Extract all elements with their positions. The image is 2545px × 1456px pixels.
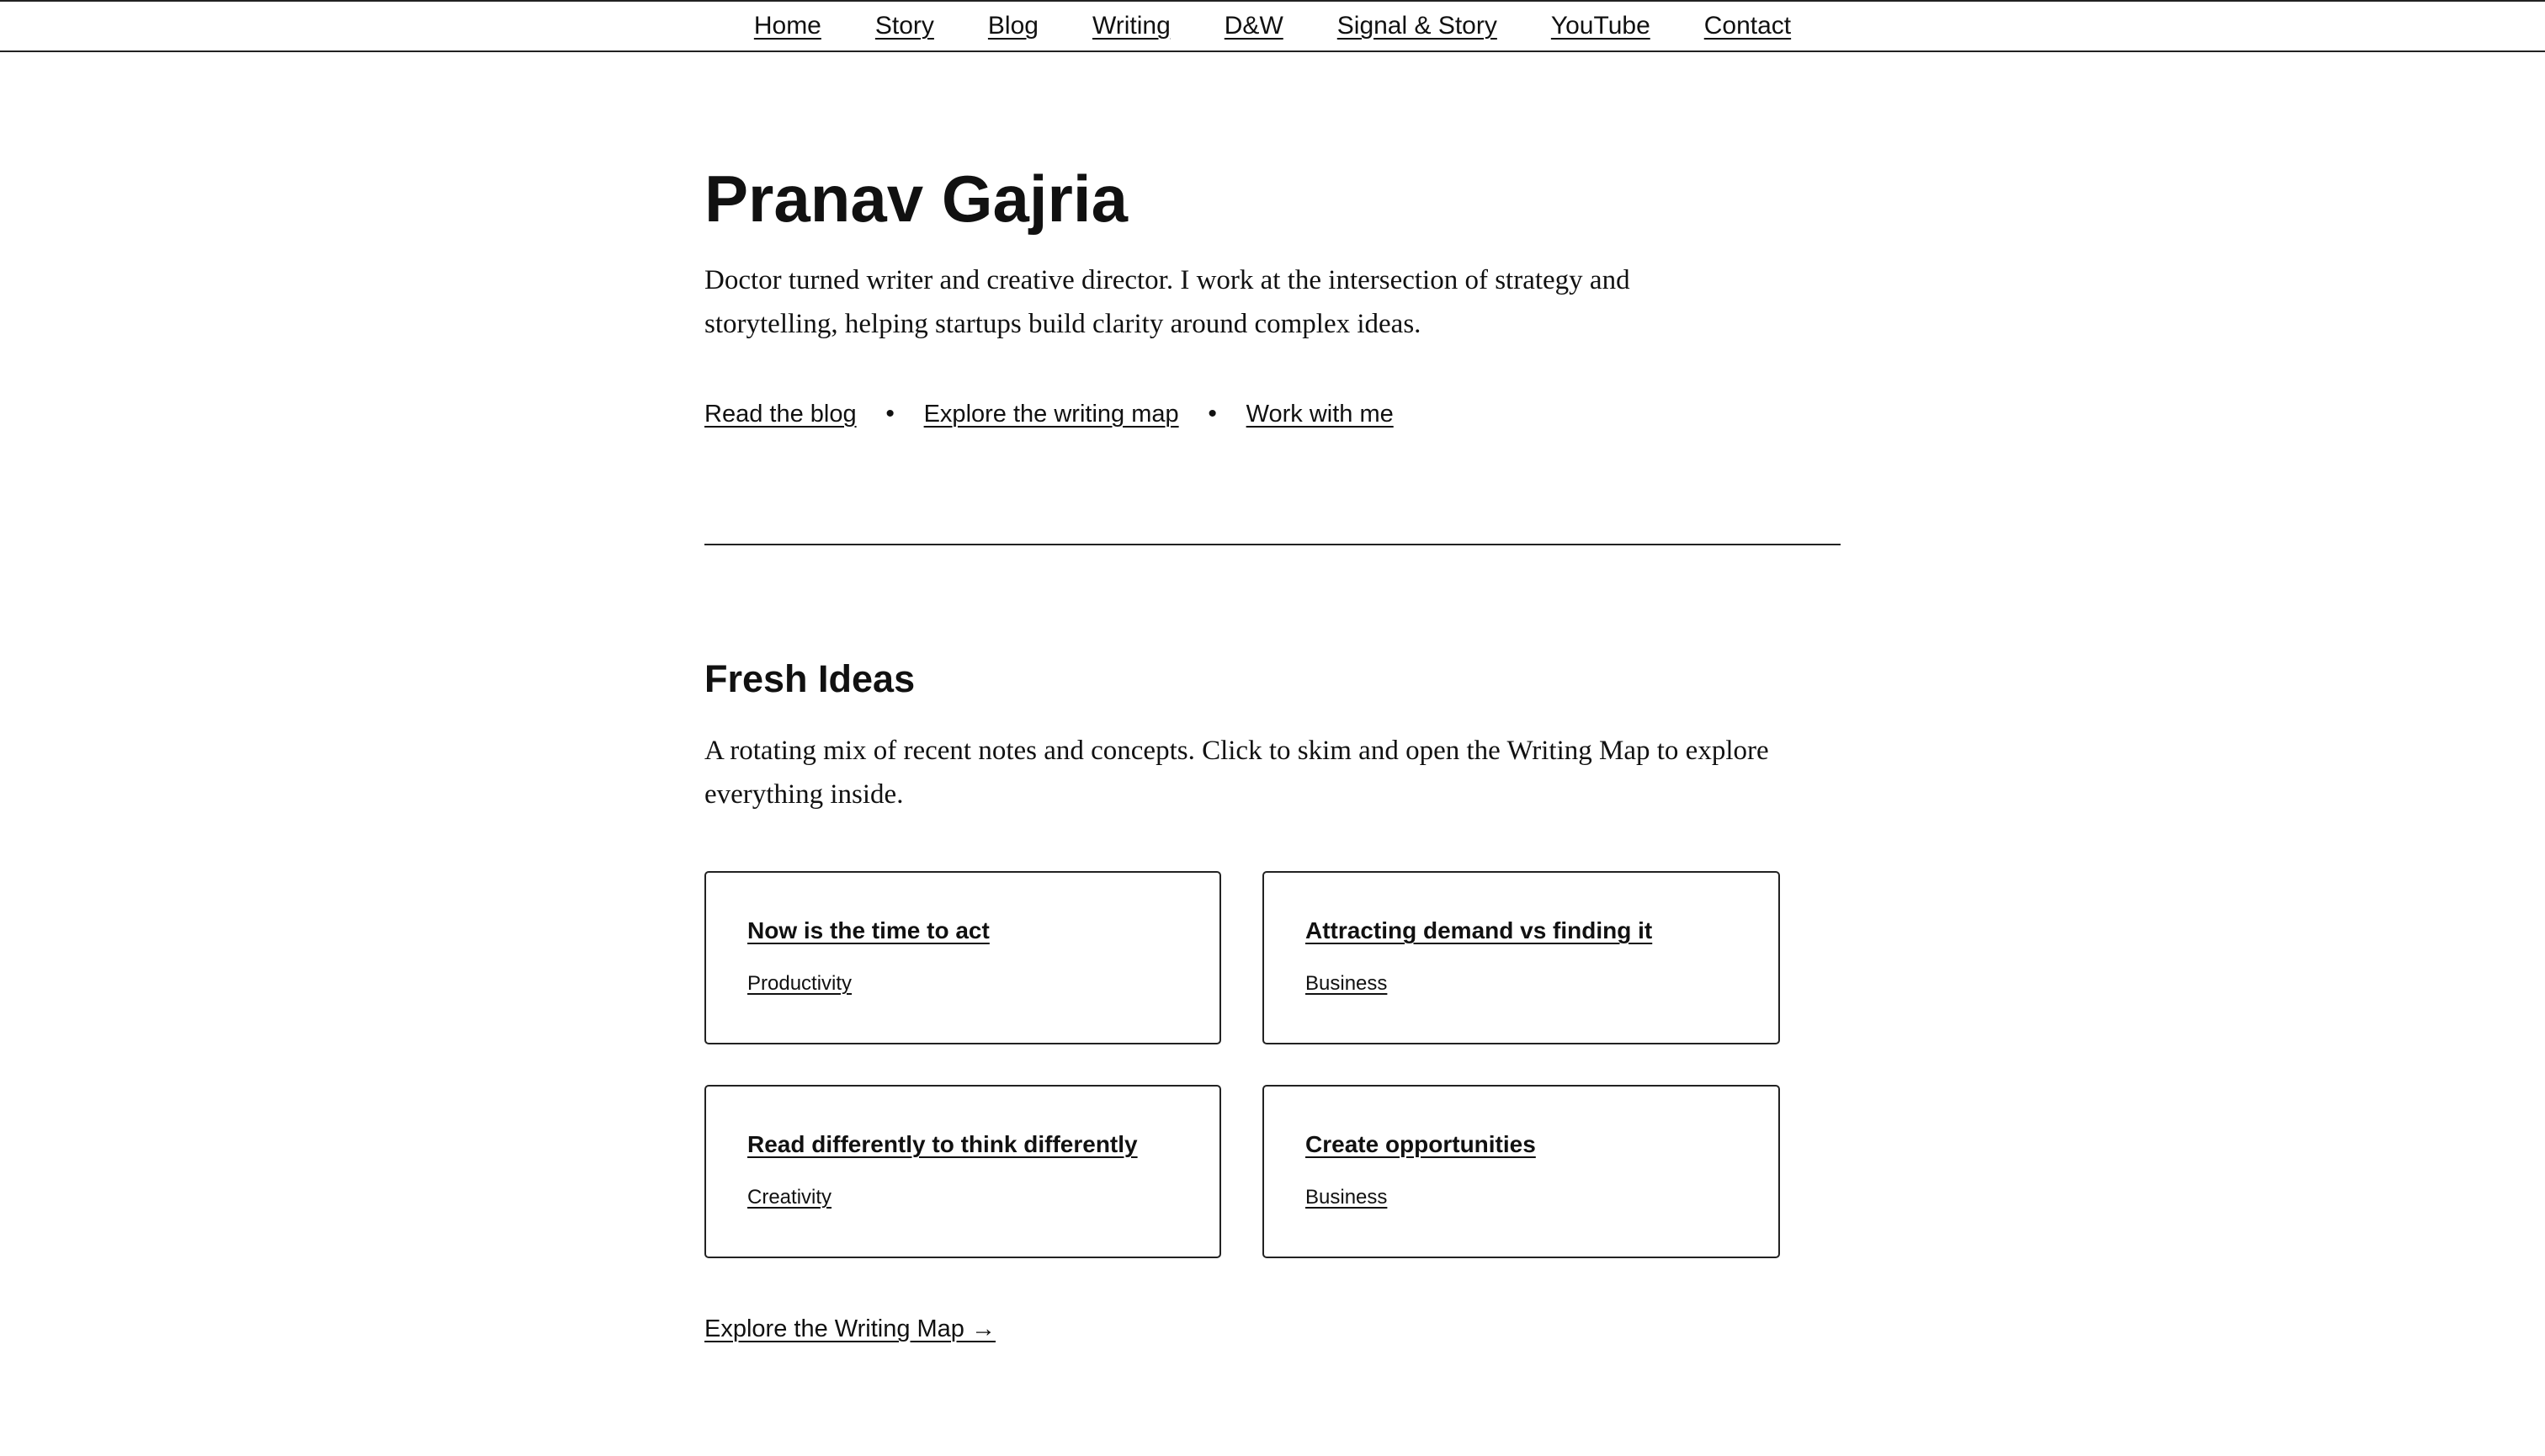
bullet-separator: • [885,400,895,428]
idea-card[interactable] [1262,1085,1780,1258]
nav-blog-link[interactable]: Blog [987,12,1039,40]
idea-card-title[interactable]: Now is the time to act [747,917,990,943]
nav-home-link[interactable]: Home [753,12,821,40]
idea-card-title[interactable]: Create opportunities [1305,1131,1536,1157]
idea-card-tag[interactable]: Productivity [747,972,853,995]
nav-contact-link[interactable]: Contact [1703,12,1792,40]
nav-dw-link[interactable]: D&W [1224,12,1283,40]
idea-card[interactable] [704,871,1221,1044]
bullet-separator: • [1208,400,1217,428]
hero-intro-text: Doctor turned writer and creative director. I work at the intersection of strategy and storytelling, helping startups build clarity around complex ideas. [704,265,1630,339]
fresh-ideas-intro: A rotating mix of recent notes and concepts. Click to skim and open the Writing Map to explore everything inside. [704,736,1769,810]
explore-writing-map-link[interactable]: Explore the writing map [923,400,1179,428]
idea-card-title[interactable]: Attracting demand vs finding it [1305,917,1653,943]
read-blog-link[interactable]: Read the blog [704,400,857,428]
explore-writing-map-cta[interactable]: Explore the Writing Map → [704,1315,996,1342]
nav-signal-story-link[interactable]: Signal & Story [1336,12,1497,40]
page-title: Pranav Gajria [704,162,1128,236]
nav-writing-link[interactable]: Writing [1092,12,1171,40]
nav-youtube-link[interactable]: YouTube [1550,12,1650,40]
idea-card-tag[interactable]: Creativity [747,1186,832,1209]
section-divider [704,544,1841,545]
nav-story-link[interactable]: Story [874,12,934,40]
fresh-ideas-heading: Fresh Ideas [704,657,916,700]
idea-card[interactable] [1262,871,1780,1044]
idea-card[interactable] [704,1085,1221,1258]
top-navigation [0,0,2545,52]
hero-links [704,400,1394,428]
idea-cards-grid [704,871,1782,1258]
idea-card-tag[interactable]: Business [1305,972,1388,995]
idea-card-title[interactable]: Read differently to think differently [747,1131,1138,1157]
idea-card-tag[interactable]: Business [1305,1186,1388,1209]
work-with-me-link[interactable]: Work with me [1246,400,1394,428]
